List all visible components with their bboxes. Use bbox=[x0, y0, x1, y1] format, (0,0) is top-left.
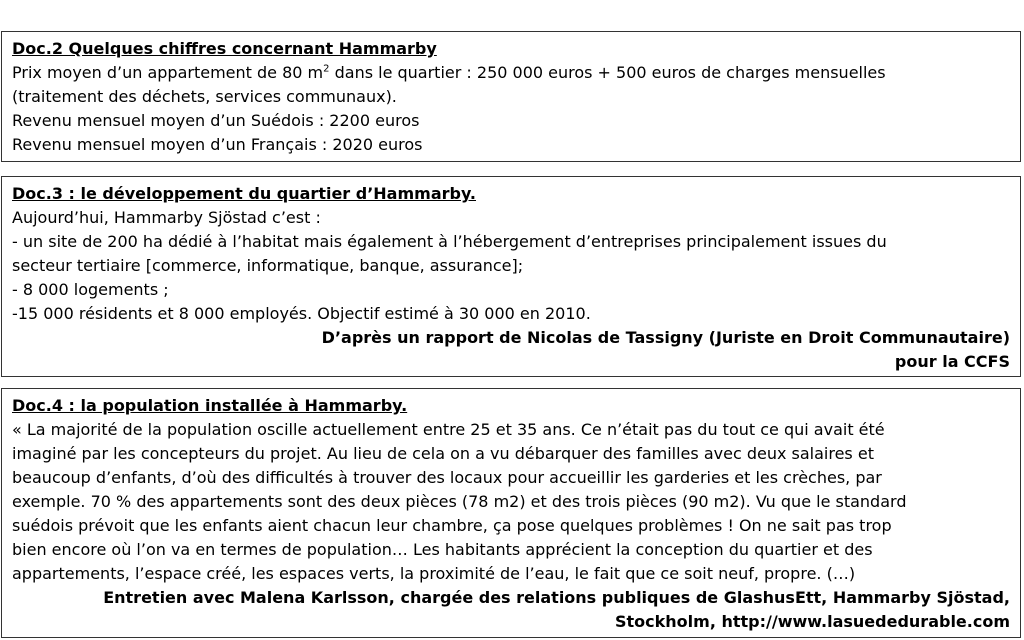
doc4-box bbox=[1, 388, 1021, 638]
doc2-price-sup: 2 bbox=[323, 63, 330, 75]
doc4-line: suédois prévoit que les enfants aient chacun leur chambre, ça pose quelques problèmes ! On ne sait pas trop bbox=[12, 516, 892, 535]
doc3-title: Doc.3 : le développement du quartier d’Hammarby. bbox=[12, 184, 476, 203]
doc3-line: - 8 000 logements ; bbox=[12, 280, 169, 299]
doc3-line: -15 000 résidents et 8 000 employés. Objectif estimé à 30 000 en 2010. bbox=[12, 304, 591, 323]
doc4-title: Doc.4 : la population installée à Hammarby. bbox=[12, 396, 408, 415]
doc4-line: bien encore où l’on va en termes de population… Les habitants apprécient la conception du quartier et des bbox=[12, 540, 873, 559]
doc2-price-cont: (traitement des déchets, services communaux). bbox=[12, 87, 397, 106]
doc2-income-se-label: Revenu mensuel moyen d’un Suédois : bbox=[12, 111, 330, 130]
doc3-box bbox=[1, 176, 1021, 377]
doc2-box bbox=[1, 31, 1021, 162]
doc2-price-post: dans le quartier : 250 000 euros + 500 euros de charges mensuelles bbox=[329, 63, 886, 82]
doc4-line: imaginé par les concepteurs du projet. Au lieu de cela on a vu débarquer des familles avec deux salaires et bbox=[12, 444, 874, 463]
doc3-line: Aujourd’hui, Hammarby Sjöstad c’est : bbox=[12, 208, 321, 227]
doc2-price-pre: Prix moyen d’un appartement de 80 m bbox=[12, 63, 324, 82]
doc4-line: « La majorité de la population oscille actuellement entre 25 et 35 ans. Ce n’était pas du tout ce qui avait été bbox=[12, 420, 885, 439]
doc4-line: exemple. 70 % des appartements sont des deux pièces (78 m2) et des trois pièces (90 m2). Vu que le standard bbox=[12, 492, 907, 511]
doc3-source: D’après un rapport de Nicolas de Tassigny (Juriste en Droit Communautaire) bbox=[321, 328, 1010, 347]
doc3-line: - un site de 200 ha dédié à l’habitat mais également à l’hébergement d’entreprises principalement issues du bbox=[12, 232, 887, 251]
doc3-source: pour la CCFS bbox=[894, 352, 1010, 371]
doc2-title: Doc.2 Quelques chiffres concernant Hammarby bbox=[12, 39, 437, 58]
doc4-line: beaucoup d’enfants, d’où des difficultés à trouver des locaux pour accueillir les garderies et les crèches, par bbox=[12, 468, 882, 487]
doc2-income-fr: Revenu mensuel moyen d’un Français : 2020 euros bbox=[12, 135, 423, 154]
doc2-price-line bbox=[12, 61, 1010, 85]
doc2-income-se-value: 2200 euros bbox=[329, 111, 420, 130]
doc4-line: appartements, l’espace créé, les espaces verts, la proximité de l’eau, le fait que ce soit neuf, propre. (…) bbox=[12, 564, 856, 583]
doc4-source: Entretien avec Malena Karlsson, chargée des relations publiques de GlashusEtt, Hammarby Sjöstad, bbox=[103, 588, 1010, 607]
doc2-income-se bbox=[12, 109, 1010, 133]
doc4-source: Stockholm, http://www.lasuededurable.com bbox=[615, 612, 1010, 631]
doc3-line: secteur tertiaire [commerce, informatique, banque, assurance]; bbox=[12, 256, 524, 275]
